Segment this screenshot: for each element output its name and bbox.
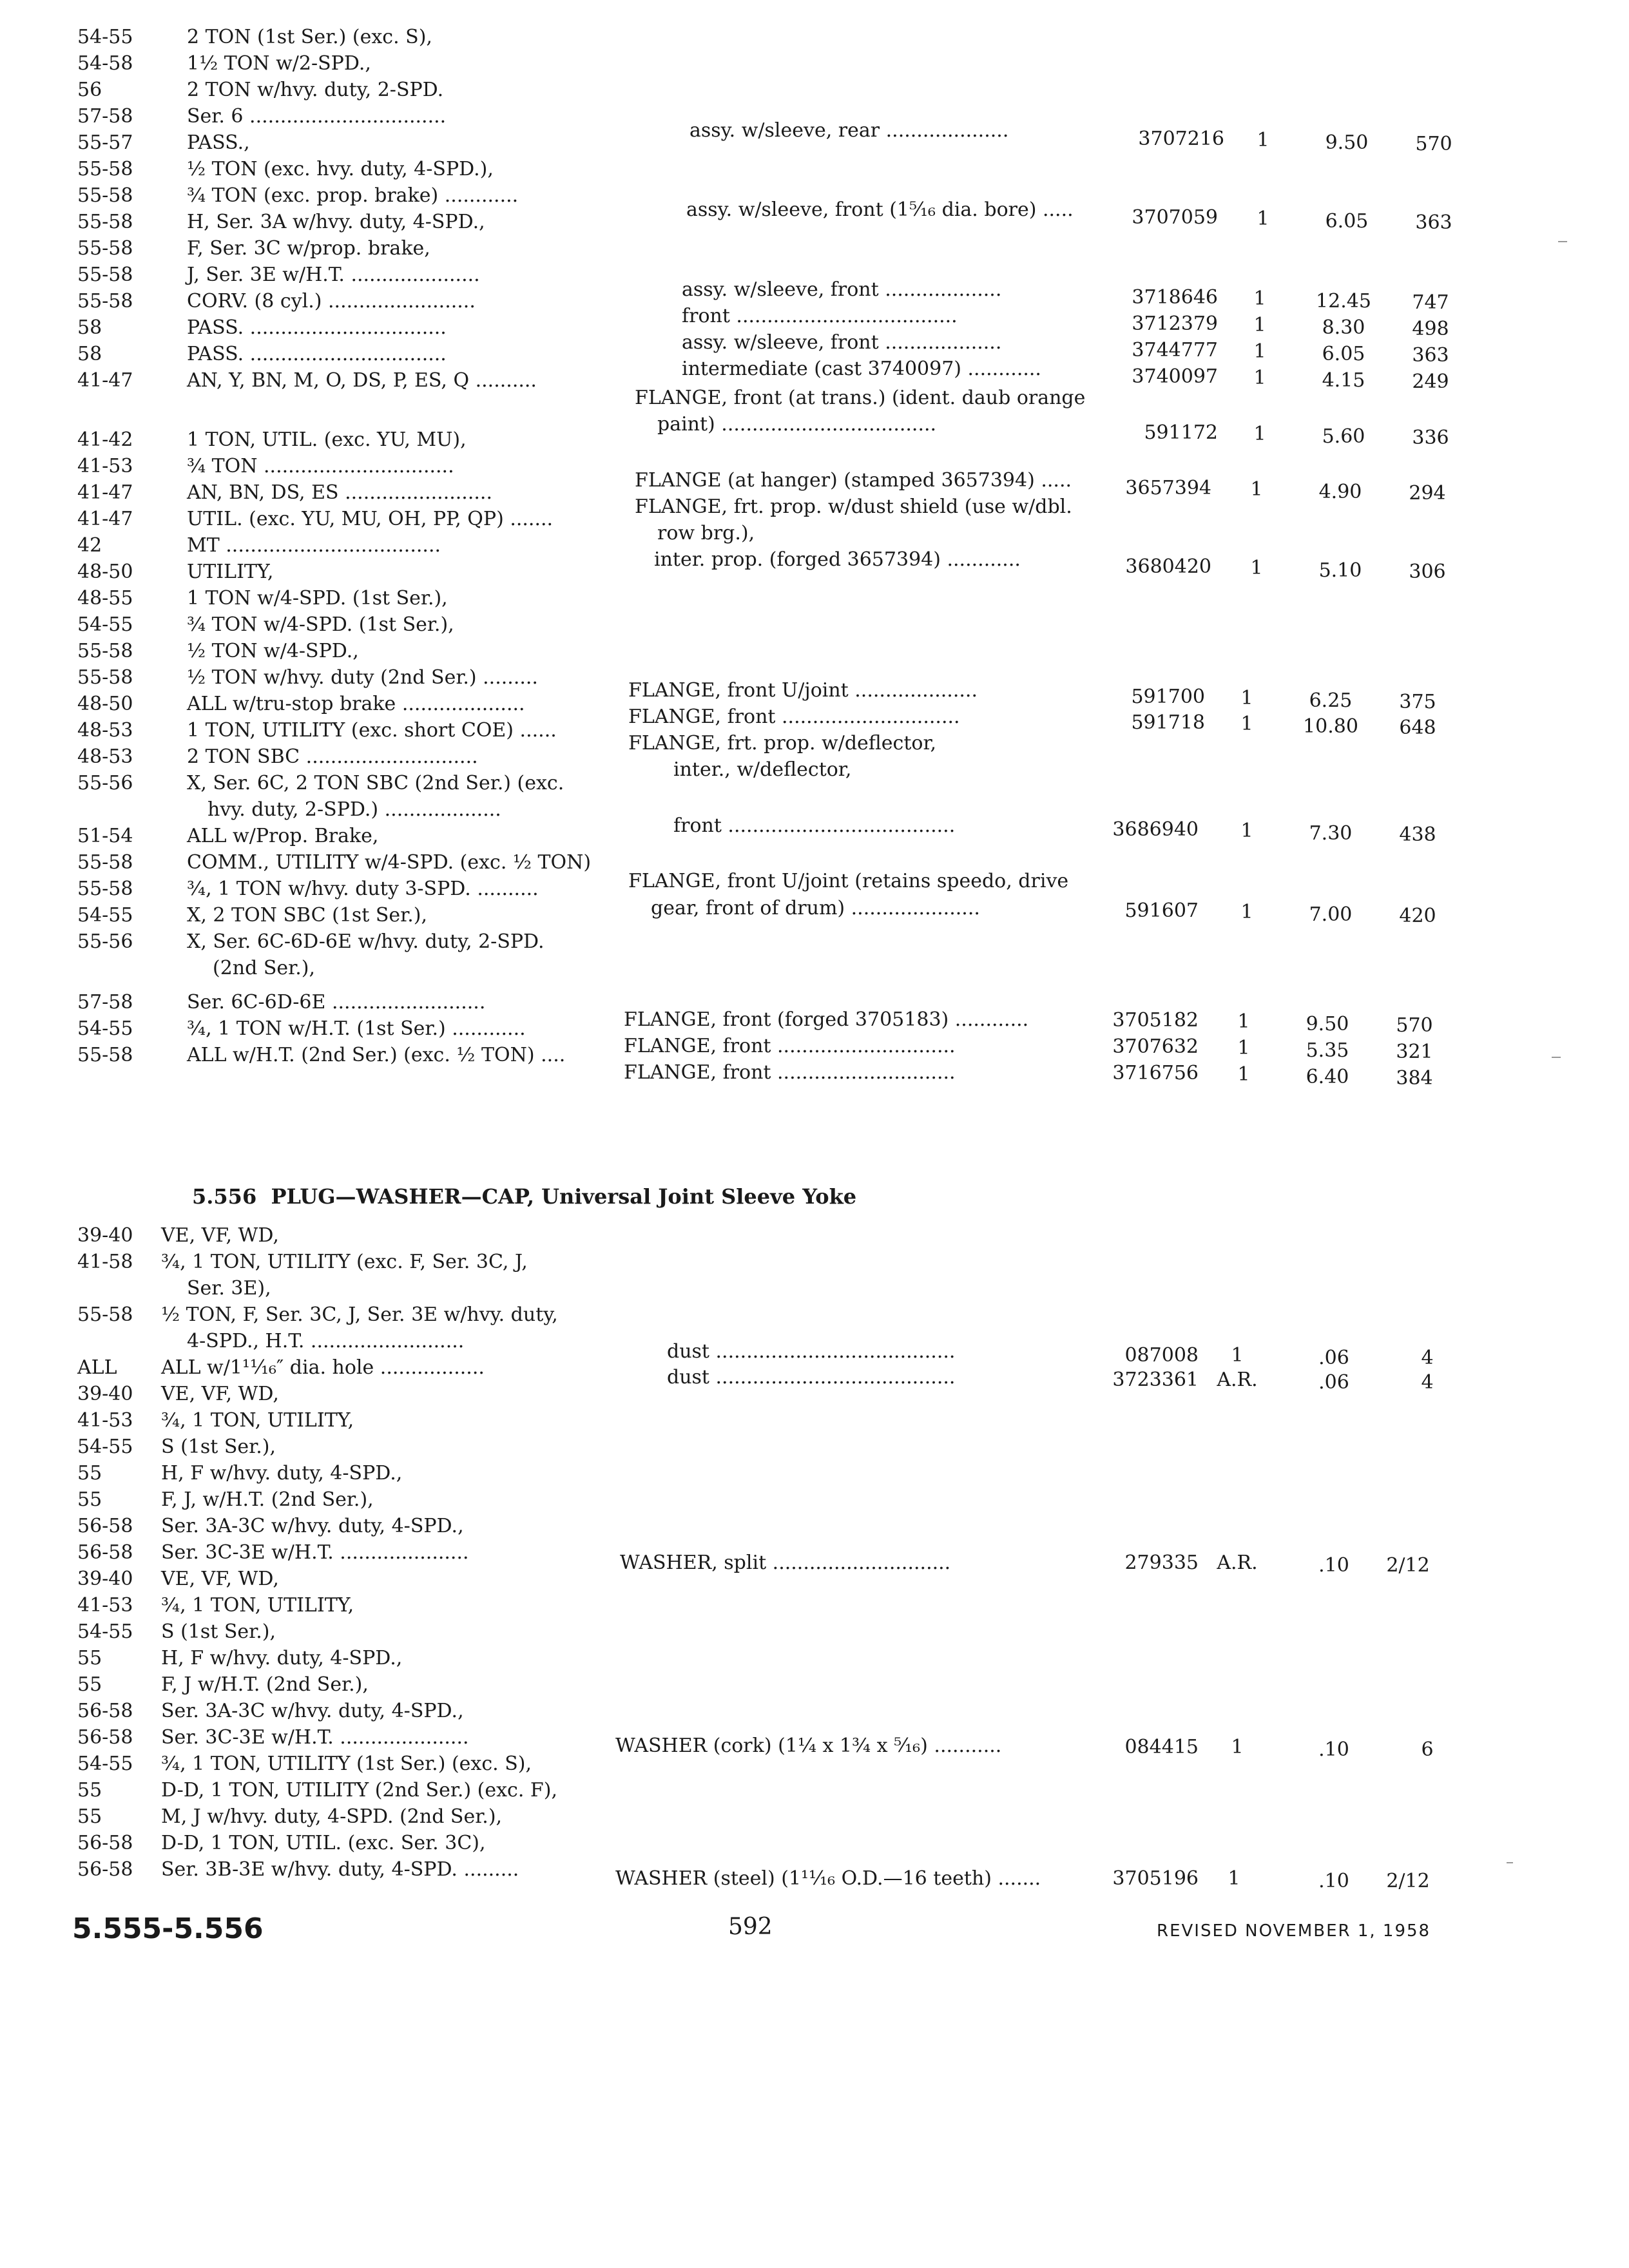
part-quantity: 1 [1237,1037,1250,1059]
part-description: WASHER (cork) (1¼ x 1¾ x ⁵⁄₁₆) ........... [615,1735,1002,1757]
app-years: 48-53 [77,719,133,742]
app-years: 48-50 [77,561,133,583]
app-years: 39-40 [77,1568,133,1590]
part-number: 3740097 [1132,365,1218,388]
part-quantity: 1 [1240,713,1253,735]
part-number: 3707632 [1112,1035,1199,1058]
part-code: 375 [1399,691,1436,713]
app-years: 55 [77,1488,102,1511]
app-text: MT ................................... [187,534,441,557]
app-text: AN, Y, BN, M, O, DS, P, ES, Q .......... [187,369,537,392]
app-text: Ser. 3A-3C w/hvy. duty, 4-SPD., [161,1700,464,1722]
app-years: 56-58 [77,1541,133,1564]
app-text: ½ TON, F, Ser. 3C, J, Ser. 3E w/hvy. duty, [161,1303,558,1326]
app-years: 56 [77,79,102,101]
app-years: 54-55 [77,1017,133,1040]
app-years: 55-56 [77,930,133,953]
app-years: 54-55 [77,1753,133,1775]
part-code: 384 [1396,1067,1433,1090]
part-description: FLANGE (at hanger) (stamped 3657394) ..... [635,469,1072,492]
part-code: 4 [1421,1347,1434,1369]
app-years: 41-47 [77,481,133,504]
part-code: 306 [1409,561,1446,583]
app-years: 55-58 [77,237,133,260]
app-years: 55-58 [77,264,133,286]
app-text: H, F w/hvy. duty, 4-SPD., [161,1462,403,1485]
app-text: ¾, 1 TON w/H.T. (1st Ser.) ............ [187,1017,526,1040]
app-text: ½ TON (exc. hvy. duty, 4-SPD.), [187,158,494,180]
revision-date: REVISED NOVEMBER 1, 1958 [1157,1921,1431,1941]
part-quantity: 1 [1240,820,1253,842]
part-price: 10.80 [1303,715,1358,738]
part-description: assy. w/sleeve, front ................... [682,331,1002,354]
part-quantity: 1 [1253,340,1266,363]
app-text: 1 TON, UTILITY (exc. short COE) ...... [187,719,557,742]
app-text: ALL w/H.T. (2nd Ser.) (exc. ½ TON) .... [187,1044,566,1066]
part-description: front .................................... [682,305,958,327]
part-price: 4.90 [1318,481,1362,503]
app-text: ¾, 1 TON, UTILITY, [161,1594,354,1617]
app-text: (2nd Ser.), [213,957,315,979]
app-text: ¾, 1 TON, UTILITY (1st Ser.) (exc. S), [161,1753,532,1775]
app-years: 39-40 [77,1224,133,1247]
part-description: FLANGE, front ............................. [624,1061,956,1084]
part-number: 3680420 [1125,555,1211,578]
part-number: 3707216 [1138,128,1224,150]
part-number: 084415 [1124,1736,1199,1758]
app-years: 55-57 [77,131,133,154]
part-price: 7.00 [1309,903,1353,926]
app-years: 55 [77,1647,102,1669]
app-text: S (1st Ser.), [161,1436,276,1458]
part-description: FLANGE, frt. prop. w/dust shield (use w/dbl. [635,495,1072,518]
part-code: 4 [1421,1371,1434,1394]
app-years: 41-58 [77,1251,133,1273]
part-description: row brg.), [657,522,755,544]
part-description: FLANGE, front U/joint .................... [628,679,978,702]
app-text: Ser. 3B-3E w/hvy. duty, 4-SPD. ......... [161,1858,519,1881]
app-text: ALL w/1¹¹⁄₁₆″ dia. hole ................. [161,1356,485,1379]
app-text: X, 2 TON SBC (1st Ser.), [187,904,427,927]
part-code: 747 [1412,291,1449,314]
part-price: 6.25 [1309,689,1353,712]
app-years: 54-55 [77,1620,133,1643]
app-years: 41-53 [77,1594,133,1617]
part-description: intermediate (cast 3740097) ............ [682,358,1041,380]
part-code: 498 [1412,318,1449,340]
part-price: 12.45 [1316,290,1371,312]
part-quantity: 1 [1250,478,1263,501]
part-price: 5.35 [1306,1039,1349,1062]
app-text: D-D, 1 TON, UTILITY (2nd Ser.) (exc. F), [161,1779,557,1802]
app-years: 48-53 [77,745,133,768]
app-years: 54-58 [77,52,133,75]
part-quantity: 1 [1237,1010,1250,1033]
app-years: 51-54 [77,825,133,847]
app-text: ¾, 1 TON w/hvy. duty 3-SPD. .......... [187,878,539,900]
part-number: 591172 [1144,421,1218,444]
app-years: 55 [77,1805,102,1828]
part-code: 294 [1409,482,1446,505]
app-text: H, F w/hvy. duty, 4-SPD., [161,1647,403,1669]
app-years: 54-55 [77,1436,133,1458]
app-years: 56-58 [77,1858,133,1881]
app-text: X, Ser. 6C-6D-6E w/hvy. duty, 2-SPD. [187,930,545,953]
app-years: ALL [77,1356,117,1379]
app-text: X, Ser. 6C, 2 TON SBC (2nd Ser.) (exc. [187,772,564,794]
app-years: 56-58 [77,1700,133,1722]
app-text: VE, VF, WD, [161,1568,279,1590]
part-description: FLANGE, front ............................. [624,1035,956,1057]
app-years: 55-58 [77,1303,133,1326]
app-text: H, Ser. 3A w/hvy. duty, 4-SPD., [187,211,485,233]
app-years: 54-55 [77,613,133,636]
part-price: 4.15 [1322,369,1365,392]
app-text: 4-SPD., H.T. ......................... [187,1330,465,1352]
part-number: 087008 [1124,1344,1199,1367]
scan-mark [1558,241,1567,242]
app-years: 48-50 [77,693,133,715]
part-number: 591607 [1124,899,1199,922]
part-code: 2/12 [1386,1870,1430,1892]
app-text: ¾, 1 TON, UTILITY, [161,1409,354,1432]
part-description: paint) ................................... [657,413,937,436]
part-number: 3707059 [1132,206,1218,229]
app-years: 42 [77,534,102,557]
app-years: 54-55 [77,904,133,927]
part-quantity: 1 [1231,1736,1244,1758]
part-code: 570 [1396,1014,1433,1037]
app-years: 55-58 [77,851,133,874]
app-years: 55-58 [77,184,133,207]
app-years: 57-58 [77,991,133,1014]
part-description: inter., w/deflector, [673,758,852,781]
app-text: F, J, w/H.T. (2nd Ser.), [161,1488,374,1511]
app-text: UTILITY, [187,561,274,583]
part-code: 249 [1412,370,1449,393]
app-years: 48-55 [77,587,133,610]
section-range: 5.555-5.556 [72,1912,264,1945]
part-number: 3723361 [1112,1369,1199,1391]
part-description: dust ....................................... [667,1366,956,1389]
app-text: ALL w/tru-stop brake .................... [187,693,525,715]
app-years: 41-42 [77,428,133,451]
part-quantity: 1 [1257,207,1269,230]
app-years: 55 [77,1462,102,1485]
app-text: 1 TON w/4-SPD. (1st Ser.), [187,587,448,610]
part-number: 3716756 [1112,1062,1199,1084]
app-text: AN, BN, DS, ES ........................ [187,481,492,504]
app-years: 55-58 [77,1044,133,1066]
app-text: Ser. 3A-3C w/hvy. duty, 4-SPD., [161,1515,464,1537]
app-text: Ser. 3E), [187,1277,271,1300]
app-years: 55-58 [77,640,133,662]
scan-mark [1507,1862,1513,1863]
part-code: 321 [1396,1041,1433,1063]
section-title: PLUG—WASHER—CAP, Universal Joint Sleeve Yoke [271,1184,857,1209]
part-price: .10 [1318,1738,1349,1761]
part-code: 363 [1415,211,1452,234]
part-description: WASHER (steel) (1¹¹⁄₁₆ O.D.—16 teeth) ....... [615,1867,1041,1890]
part-price: 9.50 [1325,131,1369,154]
app-years: 39-40 [77,1383,133,1405]
part-code: 648 [1399,716,1436,739]
part-price: 8.30 [1322,316,1365,339]
part-quantity: 1 [1240,901,1253,923]
section-heading [192,1184,856,1209]
part-description: gear, front of drum) ..................... [651,897,980,919]
part-price: .06 [1318,1347,1349,1369]
part-number: 3686940 [1112,818,1199,841]
part-code: 6 [1421,1738,1434,1761]
app-years: 41-47 [77,508,133,530]
scan-mark [1552,1057,1561,1058]
app-years: 55-58 [77,290,133,312]
part-code: 420 [1399,905,1436,927]
app-years: 56-58 [77,1726,133,1749]
part-price: .06 [1318,1371,1349,1394]
app-text: 1 TON, UTIL. (exc. YU, MU), [187,428,467,451]
app-text: J, Ser. 3E w/H.T. ..................... [187,264,480,286]
part-price: .10 [1318,1554,1349,1577]
part-number: 3744777 [1132,339,1218,361]
part-price: 5.60 [1322,425,1365,448]
app-text: ALL w/Prop. Brake, [187,825,379,847]
part-description: dust ....................................... [667,1340,956,1363]
app-years: 55-58 [77,878,133,900]
app-text: PASS. ................................ [187,316,447,339]
part-quantity: 1 [1250,557,1263,579]
part-number: 3718646 [1132,286,1218,309]
part-description: front ..................................... [673,814,956,837]
app-years: 55-56 [77,772,133,794]
app-text: PASS. ................................ [187,343,447,365]
part-description: FLANGE, front (forged 3705183) ............ [624,1008,1029,1031]
part-price: 5.10 [1318,559,1362,582]
app-text: ¾ TON w/4-SPD. (1st Ser.), [187,613,454,636]
part-number: 3712379 [1132,312,1218,335]
part-quantity: A.R. [1217,1552,1258,1574]
app-text: Ser. 3C-3E w/H.T. ..................... [161,1726,469,1749]
app-text: F, J w/H.T. (2nd Ser.), [161,1673,369,1696]
part-price: 7.30 [1309,822,1353,845]
app-years: 56-58 [77,1515,133,1537]
part-price: 6.40 [1306,1066,1349,1088]
part-code: 570 [1415,133,1452,155]
app-years: 55 [77,1673,102,1696]
app-years: 41-47 [77,369,133,392]
part-quantity: 1 [1257,129,1269,151]
app-years: 41-53 [77,1409,133,1432]
part-quantity: 1 [1253,314,1266,336]
app-years: 55-58 [77,211,133,233]
app-years: 58 [77,343,102,365]
part-price: 6.05 [1322,343,1365,365]
part-code: 336 [1412,427,1449,449]
part-quantity: 1 [1253,287,1266,310]
part-number: 3705182 [1112,1009,1199,1032]
app-text: D-D, 1 TON, UTIL. (exc. Ser. 3C), [161,1832,486,1854]
part-quantity: 1 [1240,687,1253,709]
app-years: 41-53 [77,455,133,477]
app-text: S (1st Ser.), [161,1620,276,1643]
part-description: assy. w/sleeve, front (1⁵⁄₁₆ dia. bore) ..... [686,198,1074,221]
app-text: ½ TON w/4-SPD., [187,640,359,662]
app-text: COMM., UTILITY w/4-SPD. (exc. ½ TON) [187,851,592,874]
part-quantity: 1 [1253,367,1266,389]
part-quantity: 1 [1237,1063,1250,1086]
part-number: 3705196 [1112,1867,1199,1890]
app-text: Ser. 6 ................................ [187,105,447,128]
app-years: 58 [77,316,102,339]
part-price: .10 [1318,1870,1349,1892]
part-description: WASHER, split ............................. [620,1552,951,1574]
app-years: 55-58 [77,158,133,180]
app-text: 2 TON SBC ............................ [187,745,478,768]
app-text: M, J w/hvy. duty, 4-SPD. (2nd Ser.), [161,1805,503,1828]
app-text: Ser. 3C-3E w/H.T. ..................... [161,1541,469,1564]
app-text: F, Ser. 3C w/prop. brake, [187,237,430,260]
app-years: 57-58 [77,105,133,128]
page-number: 592 [728,1914,773,1940]
app-text: UTIL. (exc. YU, MU, OH, PP, QP) ....... [187,508,554,530]
part-code: 438 [1399,823,1436,846]
part-code: 2/12 [1386,1554,1430,1577]
app-years: 55 [77,1779,102,1802]
app-text: Ser. 6C-6D-6E ......................... [187,991,486,1014]
part-quantity: A.R. [1217,1369,1258,1391]
part-quantity: 1 [1253,423,1266,445]
part-number: 279335 [1124,1552,1199,1574]
part-quantity: 1 [1228,1867,1240,1890]
part-description: FLANGE, front U/joint (retains speedo, drive [628,870,1069,892]
part-price: 9.50 [1306,1013,1349,1035]
app-text: 2 TON (1st Ser.) (exc. S), [187,26,432,48]
app-text: 1½ TON w/2-SPD., [187,52,371,75]
part-description: FLANGE, front (at trans.) (ident. daub orange [635,387,1086,409]
app-text: CORV. (8 cyl.) ........................ [187,290,476,312]
part-description: assy. w/sleeve, front ................... [682,278,1002,301]
app-text: ¾ TON (exc. prop. brake) ............ [187,184,519,207]
part-number: 3657394 [1125,477,1211,499]
part-code: 363 [1412,344,1449,367]
part-description: FLANGE, front ............................. [628,706,960,728]
part-description: FLANGE, frt. prop. w/deflector, [628,732,937,754]
part-number: 591700 [1131,686,1205,708]
part-number: 591718 [1131,711,1205,734]
app-years: 56-58 [77,1832,133,1854]
app-text: PASS., [187,131,250,154]
part-price: 6.05 [1325,210,1369,233]
app-text: ½ TON w/hvy. duty (2nd Ser.) ......... [187,666,538,689]
app-text: ¾, 1 TON, UTILITY (exc. F, Ser. 3C, J, [161,1251,528,1273]
section-number: 5.556 [192,1184,257,1209]
part-description: inter. prop. (forged 3657394) ............ [654,548,1021,571]
part-quantity: 1 [1231,1344,1244,1367]
part-description: assy. w/sleeve, rear .................... [689,119,1009,142]
app-text: hvy. duty, 2-SPD.) ................... [207,798,501,821]
app-text: VE, VF, WD, [161,1383,279,1405]
app-text: VE, VF, WD, [161,1224,279,1247]
app-years: 55-58 [77,666,133,689]
app-text: ¾ TON ............................... [187,455,454,477]
app-years: 54-55 [77,26,133,48]
app-text: 2 TON w/hvy. duty, 2-SPD. [187,79,444,101]
